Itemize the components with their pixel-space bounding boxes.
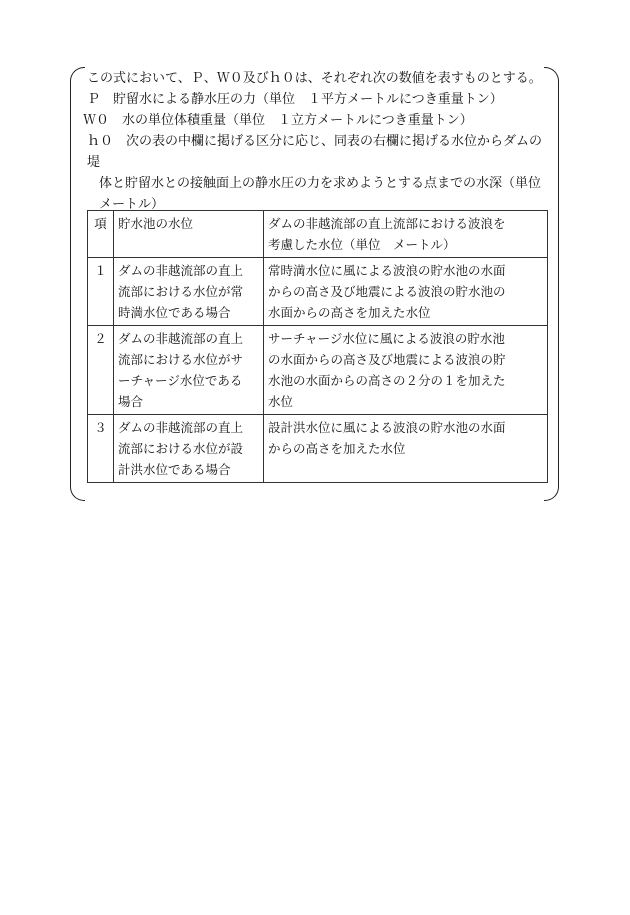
row-number: １ — [88, 258, 114, 326]
row-water-level: 常時満水位に風による波浪の貯水池の水面 からの高さ及び地震による波浪の貯水池の 水面からの高さを加えた水位 — [264, 258, 548, 326]
row-number: ３ — [88, 415, 114, 483]
definition-text-line: 次の表の中欄に掲げる区分に応じ、同表の右欄に掲げる水位からダムの堤 — [87, 134, 543, 170]
table-row — [88, 326, 548, 415]
definition-h0 — [87, 131, 547, 215]
header-reservoir-level: 貯水池の水位 — [114, 211, 264, 258]
row-condition: ダムの非越流部の直上 流部における水位が常 時満水位である場合 — [114, 258, 264, 326]
left-bracket — [70, 67, 85, 501]
definition-text-line: 体と貯留水との接触面上の静水圧の力を求めようとする点までの水深（単位 — [99, 176, 542, 191]
definition-text: 貯留水による静水圧の力（単位 １平方メートルにつき重量トン） — [113, 92, 503, 107]
definition-block — [83, 68, 547, 215]
row-condition: ダムの非越流部の直上 流部における水位が設 計洪水位である場合 — [114, 415, 264, 483]
definition-text-line: メートル） — [99, 197, 165, 212]
row-water-level: 設計洪水位に風による波浪の貯水池の水面 からの高さを加えた水位 — [264, 415, 548, 483]
intro-text: この式において、Ｐ、Ｗ０及びｈ０は、それぞれ次の数値を表すものとする。 — [87, 71, 542, 86]
table-row — [88, 258, 548, 326]
definition-symbol: Ｐ — [87, 92, 101, 107]
definition-p — [87, 89, 547, 110]
header-item: 項 — [88, 211, 114, 258]
definition-w0 — [83, 110, 547, 131]
water-level-table — [87, 210, 548, 483]
table-header-row — [88, 211, 548, 258]
row-water-level: サーチャージ水位に風による波浪の貯水池 の水面からの高さ及び地震による波浪の貯 水池の水面からの高さの２分の１を加えた 水位 — [264, 326, 548, 415]
row-number: ２ — [88, 326, 114, 415]
definition-symbol: ｈ０ — [87, 134, 114, 149]
row-condition: ダムの非越流部の直上 流部における水位がサ ーチャージ水位である 場合 — [114, 326, 264, 415]
table-row — [88, 415, 548, 483]
definition-text: 水の単位体積重量（単位 １立方メートルにつき重量トン） — [122, 113, 473, 128]
header-wave-level: ダムの非越流部の直上流部における波浪を 考慮した水位（単位 メートル） — [264, 211, 548, 258]
definition-symbol: Ｗ０ — [83, 113, 110, 128]
